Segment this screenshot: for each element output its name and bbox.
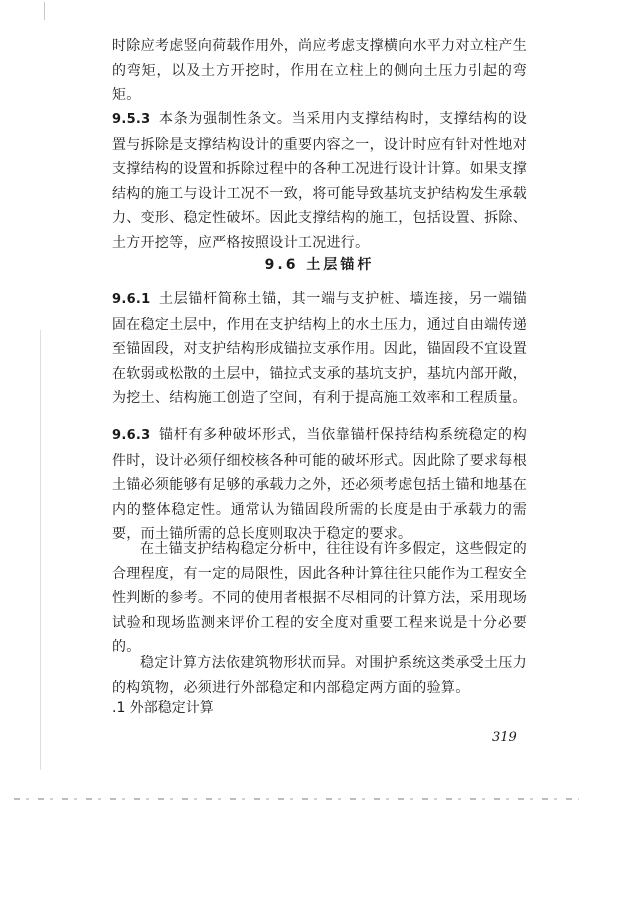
paragraph-method-text: 稳定计算方法依建筑物形状而异。对围护系统这类承受土压力的构筑物，必须进行外部稳定和内部稳定两方面的验算。 xyxy=(112,655,527,696)
clause-number: 9.6.1 xyxy=(112,292,151,307)
clause-9-6-3 xyxy=(112,423,527,547)
paragraph-intro xyxy=(112,34,527,108)
sub-heading: .1 外部稳定计算 xyxy=(112,700,214,716)
clause-9-5-3 xyxy=(112,107,527,255)
clause-text: 本条为强制性条文。当采用内支撑结构时，支撑结构的设置与拆除是支撑结构设计的重要内容之一，设计时应有针对性地对支撑结构的设置和拆除过程中的各种工况进行设计计算。如果支撑结构的施工与设计工况不一致，将可能导致基坑支护结构发生承载力、变形、稳定性破坏。因此支撑结构的施工，包括设置、拆除、土方开挖等，应严格按照设计工况进行。 xyxy=(112,111,527,251)
clause-text: 锚杆有多种破坏形式，当依靠锚杆保持结构系统稳定的构件时，设计必须仔细校核各种可能的破坏形式。因此除了要求每根土锚必须能够有足够的承载力之外，还必须考虑包括土锚和地基在内的整体稳定性。通常认为锚固段所需的长度是由于承载力的需要，而土锚所需的总长度则取决于稳定的要求。 xyxy=(112,427,527,542)
page-number: 319 xyxy=(492,730,517,745)
section-heading: 9.6 土层锚杆 xyxy=(264,257,375,273)
paragraph-stability xyxy=(112,537,527,660)
paragraph-stability-text: 在土锚支护结构稳定分析中，往往设有许多假定，这些假定的合理程度，有一定的局限性，因此各种计算往往只能作为工程安全性判断的参考。不同的使用者根据不尽相同的计算方法，采用现场试验和现场监测来评价工程的安全度对重要工程来说是十分必要的。 xyxy=(112,541,527,655)
scan-mark-top-left xyxy=(44,2,45,20)
clause-number: 9.6.3 xyxy=(112,428,151,443)
scan-dashed-line xyxy=(14,798,579,800)
scan-mark-left-edge xyxy=(40,330,41,770)
clause-number: 9.5.3 xyxy=(112,112,151,127)
clause-9-6-1 xyxy=(112,287,527,411)
paragraph-method xyxy=(112,651,527,700)
paragraph-intro-text: 时除应考虑竖向荷载作用外，尚应考虑支撑横向水平力对立柱产生的弯矩，以及土方开挖时，作用在立柱上的侧向土压力引起的弯矩。 xyxy=(112,38,527,103)
clause-text: 土层锚杆简称土锚，其一端与支护桩、墙连接，另一端锚固在稳定土层中，作用在支护结构上的水土压力，通过自由端传递至锚固段，对支护结构形成锚拉支承作用。因此，锚固段不宜设置在软弱或松散的土层中，锚拉式支承的基坑支护，基坑内部开敞，为挖土、结构施工创造了空间，有利于提高施工效率和工程质量。 xyxy=(112,291,527,406)
